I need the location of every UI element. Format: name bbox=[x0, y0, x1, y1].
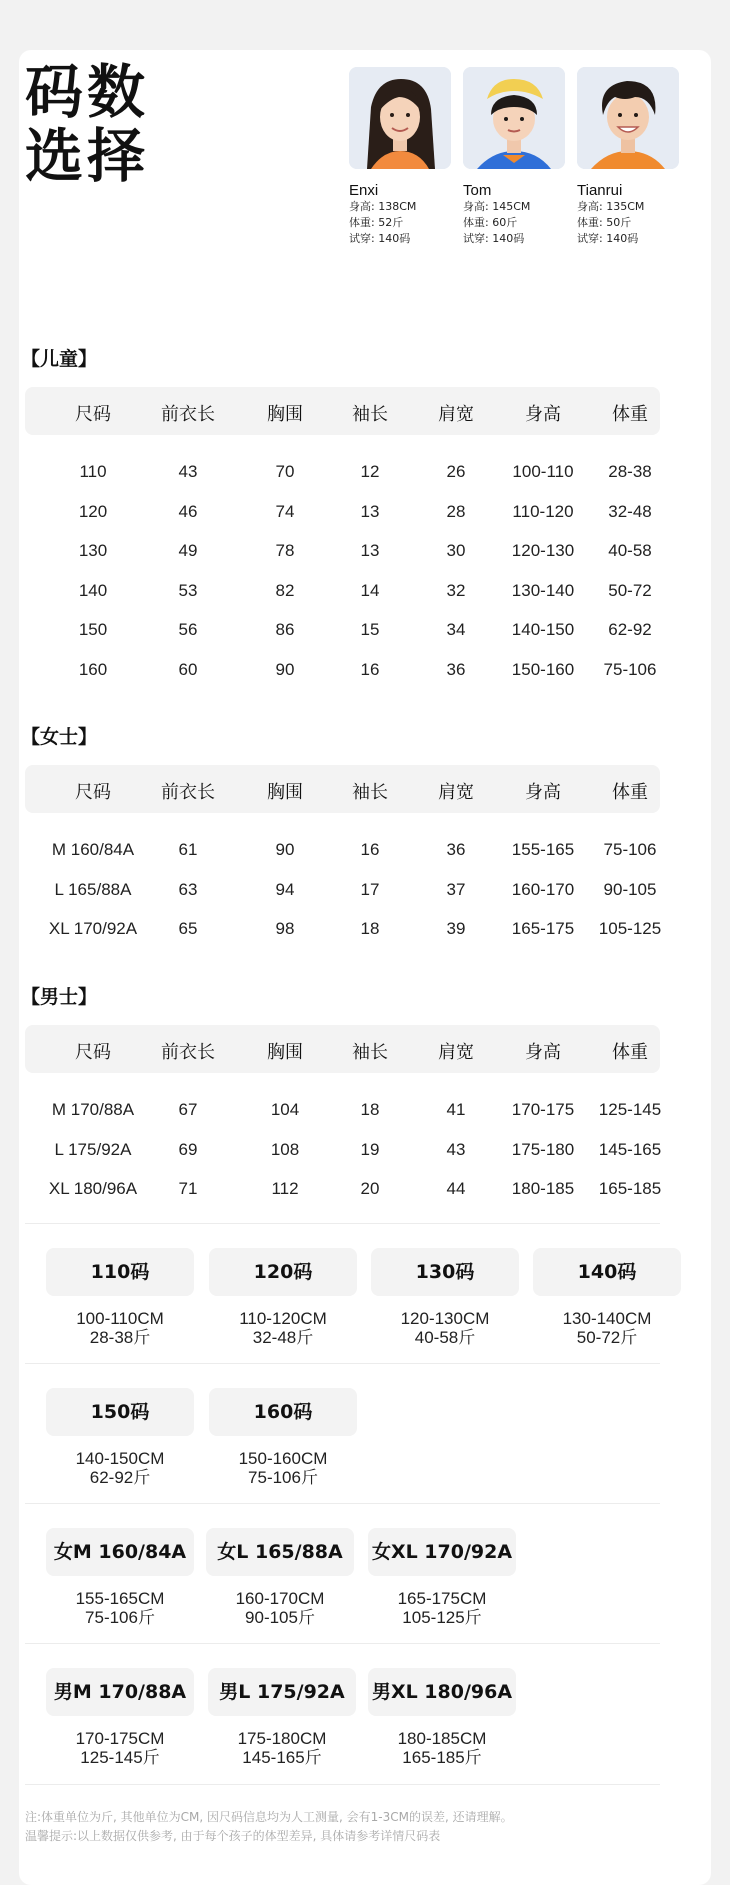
footnote bbox=[25, 1808, 513, 1846]
model-card-enxi bbox=[349, 67, 451, 247]
cell-height: 100-110 bbox=[512, 462, 574, 481]
col-height: 身高 bbox=[525, 1042, 561, 1063]
size-chip-weight: 32-48斤 bbox=[252, 1328, 314, 1347]
cell-shoulder: 34 bbox=[446, 620, 466, 640]
cell-shoulder: 39 bbox=[446, 919, 466, 939]
size-chip-info bbox=[206, 1589, 354, 1627]
cell-sleeve: 20 bbox=[360, 1179, 380, 1199]
cell-front-length: 63 bbox=[178, 879, 198, 899]
col-weight: 体重 bbox=[612, 1042, 648, 1063]
size-chip-weight: 75-106斤 bbox=[85, 1608, 155, 1627]
cell-shoulder: 30 bbox=[446, 541, 466, 561]
cell-height: 170-175 bbox=[511, 1100, 575, 1119]
size-chip-info bbox=[208, 1729, 356, 1767]
cell-weight: 105-125 bbox=[598, 919, 662, 939]
cell-height: 165-175 bbox=[511, 919, 575, 939]
size-chip-height: 155-165CM bbox=[75, 1589, 165, 1608]
size-chip-height: 175-180CM bbox=[237, 1729, 327, 1748]
size-chip-info bbox=[46, 1449, 194, 1487]
cell-size: 150 bbox=[78, 620, 108, 640]
cell-front-length: 69 bbox=[178, 1139, 198, 1159]
table-header bbox=[25, 1025, 660, 1073]
col-size: 尺码 bbox=[75, 404, 111, 425]
page-title bbox=[25, 60, 185, 188]
footnote-units: 注:体重单位为斤, 其他单位为CM, 因尺码信息均为人工测量, 会有1-3CM的误差, 还请理解。 bbox=[25, 1810, 513, 1824]
cell-front-length: 49 bbox=[178, 541, 198, 561]
size-chip-weight: 125-145斤 bbox=[80, 1748, 160, 1767]
cell-front-length: 65 bbox=[178, 919, 198, 939]
col-sleeve: 袖长 bbox=[352, 1042, 388, 1063]
model-fit-size: 试穿: 140码 bbox=[349, 232, 411, 245]
size-chip-info bbox=[533, 1309, 681, 1347]
size-chip[interactable]: 男M 170/88A bbox=[46, 1668, 194, 1716]
model-photo bbox=[349, 67, 451, 169]
cell-front-length: 60 bbox=[178, 660, 198, 679]
size-chip-height: 110-120CM bbox=[239, 1309, 327, 1328]
col-height: 身高 bbox=[525, 782, 561, 803]
cell-front-length: 71 bbox=[178, 1179, 198, 1199]
boy-portrait-icon bbox=[463, 67, 565, 169]
table-row bbox=[25, 541, 660, 565]
cell-sleeve: 18 bbox=[360, 1100, 380, 1119]
size-chip[interactable]: 男L 175/92A bbox=[208, 1668, 356, 1716]
cell-size: 130 bbox=[78, 541, 108, 561]
size-chip-height: 100-110CM bbox=[76, 1309, 164, 1328]
size-chip-height: 160-170CM bbox=[235, 1589, 325, 1608]
size-chip-info bbox=[371, 1309, 519, 1347]
size-chip-height: 165-175CM bbox=[397, 1589, 487, 1608]
cell-sleeve: 13 bbox=[360, 541, 380, 561]
title-line-2: 选择 bbox=[25, 122, 150, 190]
col-front-length: 前衣长 bbox=[161, 1042, 215, 1063]
col-chest: 胸围 bbox=[267, 1042, 303, 1063]
cell-chest: 104 bbox=[270, 1100, 300, 1119]
cell-chest: 70 bbox=[275, 462, 295, 481]
size-chip-info bbox=[368, 1729, 516, 1767]
cell-height: 130-140 bbox=[511, 580, 575, 600]
cell-weight: 50-72 bbox=[608, 580, 652, 600]
cell-front-length: 67 bbox=[178, 1100, 198, 1119]
size-chip-weight: 145-165斤 bbox=[242, 1748, 322, 1767]
cell-weight: 32-48 bbox=[608, 501, 652, 521]
cell-chest: 112 bbox=[271, 1179, 299, 1199]
cell-height: 120-130 bbox=[511, 541, 575, 561]
table-row bbox=[25, 1140, 660, 1164]
table-header bbox=[25, 765, 660, 813]
cell-sleeve: 12 bbox=[360, 462, 380, 481]
cell-front-length: 46 bbox=[178, 501, 198, 521]
col-chest: 胸围 bbox=[267, 782, 303, 803]
size-chip[interactable]: 女L 165/88A bbox=[206, 1528, 354, 1576]
cell-height: 175-180 bbox=[511, 1139, 575, 1159]
cell-chest: 86 bbox=[275, 620, 295, 640]
cell-shoulder: 36 bbox=[446, 660, 466, 679]
cell-front-length: 53 bbox=[178, 580, 198, 600]
cell-chest: 78 bbox=[275, 541, 295, 561]
section-label-men: 【男士】 bbox=[21, 986, 98, 1008]
model-weight: 体重: 50斤 bbox=[577, 216, 632, 229]
cell-weight: 90-105 bbox=[603, 879, 657, 899]
model-card-tianrui bbox=[577, 67, 679, 247]
table-row bbox=[25, 1100, 660, 1124]
col-front-length: 前衣长 bbox=[161, 404, 215, 425]
col-weight: 体重 bbox=[612, 404, 648, 425]
cell-weight: 75-106 bbox=[603, 840, 657, 859]
size-chip-weight: 28-38斤 bbox=[89, 1328, 151, 1347]
divider bbox=[25, 1784, 660, 1785]
cell-weight: 75-106 bbox=[603, 660, 657, 679]
model-card-tom bbox=[463, 67, 565, 247]
cell-size: 120 bbox=[78, 501, 108, 521]
cell-sleeve: 13 bbox=[360, 501, 380, 521]
size-chip-info bbox=[209, 1309, 357, 1347]
cell-height: 160-170 bbox=[511, 879, 575, 899]
cell-shoulder: 37 bbox=[446, 879, 466, 899]
size-chip-weight: 90-105斤 bbox=[245, 1608, 315, 1627]
col-size: 尺码 bbox=[75, 782, 111, 803]
table-row bbox=[25, 840, 660, 864]
col-shoulder: 肩宽 bbox=[438, 404, 474, 425]
table-row bbox=[25, 462, 660, 486]
cell-chest: 108 bbox=[270, 1139, 300, 1159]
cell-size: L 165/88A bbox=[54, 879, 132, 899]
model-photo bbox=[463, 67, 565, 169]
col-size: 尺码 bbox=[75, 1042, 111, 1063]
cell-front-length: 56 bbox=[178, 620, 198, 640]
size-chip-info bbox=[46, 1309, 194, 1347]
title-line-1: 码数 bbox=[25, 58, 150, 126]
section-label-kids: 【儿童】 bbox=[21, 348, 98, 370]
cell-front-length: 43 bbox=[178, 462, 198, 481]
size-chip-weight: 40-58斤 bbox=[414, 1328, 476, 1347]
cell-sleeve: 18 bbox=[360, 919, 380, 939]
cell-shoulder: 43 bbox=[446, 1139, 466, 1159]
cell-size: M 160/84A bbox=[51, 840, 135, 859]
cell-height: 180-185 bbox=[511, 1179, 575, 1199]
table-row bbox=[25, 502, 660, 526]
size-chip[interactable]: 140码 bbox=[533, 1248, 681, 1296]
cell-shoulder: 44 bbox=[446, 1179, 466, 1199]
size-chip[interactable]: 男XL 180/96A bbox=[368, 1668, 516, 1716]
model-height: 身高: 145CM bbox=[463, 200, 531, 213]
size-chip-info bbox=[46, 1589, 194, 1627]
model-name: Tianrui bbox=[577, 182, 623, 199]
cell-height: 155-165 bbox=[511, 840, 575, 859]
table-header bbox=[25, 387, 660, 435]
section-label-women: 【女士】 bbox=[21, 726, 98, 748]
size-chip[interactable]: 女M 160/84A bbox=[46, 1528, 194, 1576]
col-chest: 胸围 bbox=[267, 404, 303, 425]
cell-shoulder: 36 bbox=[446, 840, 466, 859]
model-height: 身高: 138CM bbox=[349, 200, 417, 213]
cell-size: 110 bbox=[79, 462, 107, 481]
model-photo bbox=[577, 67, 679, 169]
cell-weight: 62-92 bbox=[608, 620, 652, 640]
cell-weight: 165-185 bbox=[598, 1179, 662, 1199]
size-chip-height: 130-140CM bbox=[562, 1309, 652, 1328]
size-chip-info bbox=[209, 1449, 357, 1487]
divider bbox=[25, 1643, 660, 1644]
table-row bbox=[25, 1179, 660, 1203]
size-chip[interactable]: 110码 bbox=[46, 1248, 194, 1296]
size-chip-height: 170-175CM bbox=[75, 1729, 165, 1748]
cell-chest: 90 bbox=[275, 840, 295, 859]
cell-sleeve: 16 bbox=[360, 660, 380, 679]
cell-sleeve: 14 bbox=[360, 580, 380, 600]
size-chip-weight: 62-92斤 bbox=[89, 1468, 151, 1487]
table-row bbox=[25, 919, 660, 943]
size-chip-height: 180-185CM bbox=[397, 1729, 487, 1748]
divider bbox=[25, 1363, 660, 1364]
cell-chest: 82 bbox=[275, 580, 295, 600]
model-fit-size: 试穿: 140码 bbox=[577, 232, 639, 245]
cell-front-length: 61 bbox=[178, 840, 198, 859]
col-sleeve: 袖长 bbox=[352, 404, 388, 425]
cell-shoulder: 41 bbox=[446, 1100, 466, 1119]
col-height: 身高 bbox=[525, 404, 561, 425]
cell-size: 140 bbox=[78, 580, 108, 600]
col-front-length: 前衣长 bbox=[161, 782, 215, 803]
cell-weight: 125-145 bbox=[598, 1100, 662, 1119]
cell-size: 160 bbox=[78, 660, 108, 679]
col-shoulder: 肩宽 bbox=[438, 782, 474, 803]
table-row bbox=[25, 581, 660, 605]
cell-size: XL 180/96A bbox=[48, 1179, 138, 1199]
cell-weight: 40-58 bbox=[608, 541, 652, 561]
size-chip-height: 150-160CM bbox=[238, 1449, 328, 1468]
cell-sleeve: 16 bbox=[360, 840, 380, 859]
cell-size: M 170/88A bbox=[51, 1100, 135, 1119]
cell-height: 110-120 bbox=[512, 501, 574, 521]
col-sleeve: 袖长 bbox=[352, 782, 388, 803]
cell-weight: 28-38 bbox=[608, 462, 652, 481]
cell-height: 140-150 bbox=[511, 620, 575, 640]
size-chip[interactable]: 160码 bbox=[209, 1388, 357, 1436]
divider bbox=[25, 1223, 660, 1224]
cell-sleeve: 15 bbox=[360, 620, 380, 640]
cell-height: 150-160 bbox=[511, 660, 575, 679]
divider bbox=[25, 1503, 660, 1504]
size-chip-weight: 50-72斤 bbox=[576, 1328, 638, 1347]
size-chip-height: 140-150CM bbox=[75, 1449, 165, 1468]
cell-chest: 98 bbox=[275, 919, 295, 939]
cell-chest: 90 bbox=[275, 660, 295, 679]
cell-shoulder: 32 bbox=[446, 580, 466, 600]
model-height: 身高: 135CM bbox=[577, 200, 645, 213]
table-row bbox=[25, 660, 660, 684]
footnote-tip: 温馨提示:以上数据仅供参考, 由于每个孩子的体型差异, 具体请参考详情尺码表 bbox=[25, 1829, 441, 1843]
model-name: Tom bbox=[463, 182, 492, 199]
cell-chest: 94 bbox=[275, 879, 295, 899]
model-fit-size: 试穿: 140码 bbox=[463, 232, 525, 245]
girl-portrait-icon bbox=[349, 67, 451, 169]
size-chip-weight: 75-106斤 bbox=[248, 1468, 318, 1487]
model-list bbox=[330, 67, 670, 257]
model-weight: 体重: 60斤 bbox=[463, 216, 518, 229]
size-chip[interactable]: 女XL 170/92A bbox=[368, 1528, 516, 1576]
table-row bbox=[25, 620, 660, 644]
cell-shoulder: 28 bbox=[446, 501, 466, 521]
col-shoulder: 肩宽 bbox=[438, 1042, 474, 1063]
cell-shoulder: 26 bbox=[446, 462, 466, 481]
size-chip[interactable]: 120码 bbox=[209, 1248, 357, 1296]
boy-portrait-icon bbox=[577, 67, 679, 169]
cell-size: XL 170/92A bbox=[48, 919, 138, 939]
size-chip-weight: 105-125斤 bbox=[402, 1608, 482, 1627]
cell-sleeve: 19 bbox=[360, 1139, 380, 1159]
model-weight: 体重: 52斤 bbox=[349, 216, 404, 229]
cell-weight: 145-165 bbox=[598, 1139, 662, 1159]
col-weight: 体重 bbox=[612, 782, 648, 803]
size-chip-info bbox=[46, 1729, 194, 1767]
size-chip-info bbox=[368, 1589, 516, 1627]
model-name: Enxi bbox=[349, 182, 379, 199]
cell-chest: 74 bbox=[275, 501, 295, 521]
size-chip[interactable]: 150码 bbox=[46, 1388, 194, 1436]
cell-size: L 175/92A bbox=[54, 1139, 132, 1159]
cell-sleeve: 17 bbox=[360, 879, 380, 899]
size-chip-height: 120-130CM bbox=[400, 1309, 490, 1328]
size-chip[interactable]: 130码 bbox=[371, 1248, 519, 1296]
table-row bbox=[25, 880, 660, 904]
size-chip-weight: 165-185斤 bbox=[402, 1748, 482, 1767]
